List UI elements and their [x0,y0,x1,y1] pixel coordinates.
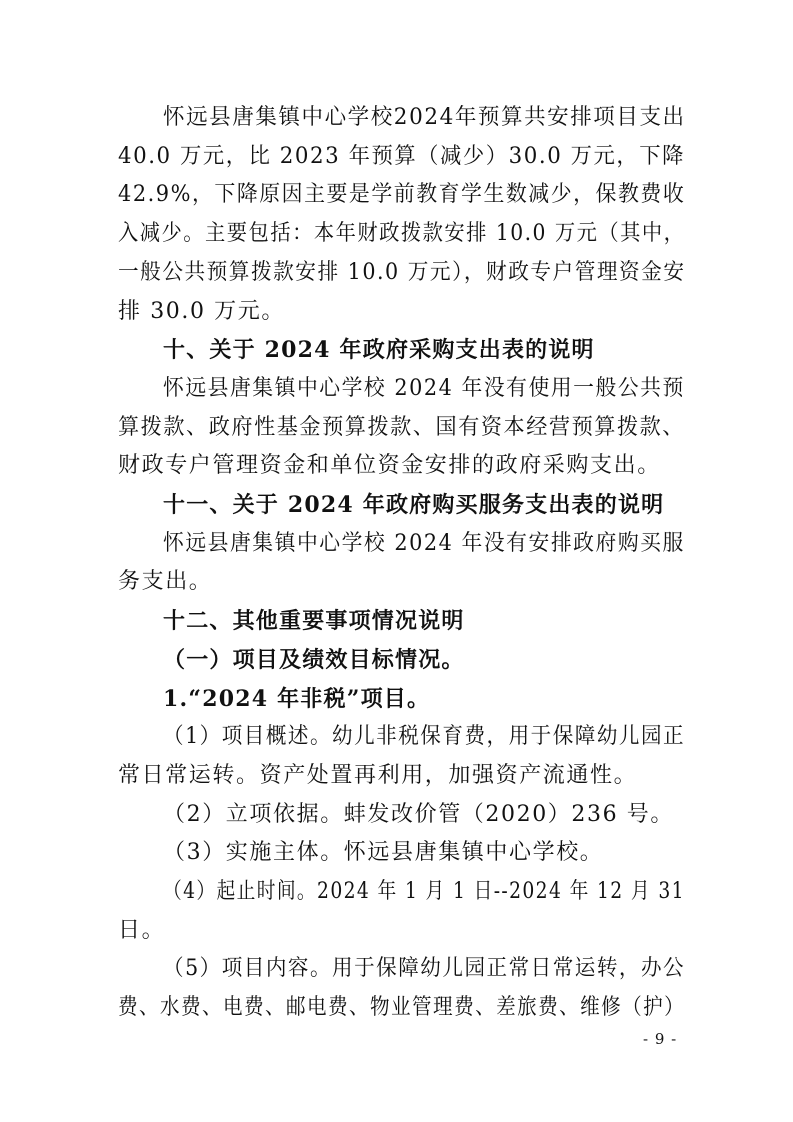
paragraph-line: 入减少。主要包括：本年财政拨款安排 10.0 万元（其中， [118,221,686,246]
section-heading-other-matters: 十二、其他重要事项情况说明 [163,608,465,634]
paragraph-line: 怀远县唐集镇中心学校 2024 年没有使用一般公共预 [163,376,685,401]
paragraph-line: 务支出。 [118,569,213,594]
section-heading-procurement: 十、关于 2024 年政府采购支出表的说明 [163,337,595,363]
paragraph-line: （3）实施主体。怀远县唐集镇中心学校。 [163,840,604,865]
paragraph-line: 算拨款、政府性基金预算拨款、国有资本经营预算拨款、 [118,415,686,440]
paragraph-line: （5）项目内容。用于保障幼儿园正常日常运转，办公 [163,956,686,981]
page-number: - 9 - [643,1030,678,1048]
paragraph-line: 排 30.0 万元。 [118,299,285,324]
paragraph-line: 怀远县唐集镇中心学校2024年预算共安排项目支出 [163,105,686,130]
paragraph-line: 费、水费、电费、邮电费、物业管理费、差旅费、维修（护） [118,995,686,1020]
project-heading: 1.“2024 年非税”项目。 [163,686,431,712]
paragraph-line: （1）项目概述。幼儿非税保育费，用于保障幼儿园正 [163,724,686,749]
section-heading-services: 十一、关于 2024 年政府购买服务支出表的说明 [163,492,665,518]
paragraph-line: 怀远县唐集镇中心学校 2024 年没有安排政府购买服 [163,531,685,556]
paragraph-line: （2）立项依据。蚌发改价管（2020）236 号。 [163,802,674,827]
paragraph-line: 一般公共预算拨款安排 10.0 万元），财政专户管理资金安 [118,260,686,285]
subsection-heading-project-goals: （一）项目及绩效目标情况。 [163,647,465,673]
paragraph-line: 42.9%，下降原因主要是学前教育学生数减少，保教费收 [118,182,686,207]
paragraph-line: （4）起止时间。2024 年 1 月 1 日--2024 年 12 月 31 [163,879,685,904]
paragraph-line: 常日常运转。资产处置再利用，加强资产流通性。 [118,763,638,788]
paragraph-line: 40.0 万元，比 2023 年预算（减少）30.0 万元，下降 [118,144,686,169]
paragraph-line: 财政专户管理资金和单位资金安排的政府采购支出。 [118,453,661,478]
paragraph-line: 日。 [118,918,166,943]
